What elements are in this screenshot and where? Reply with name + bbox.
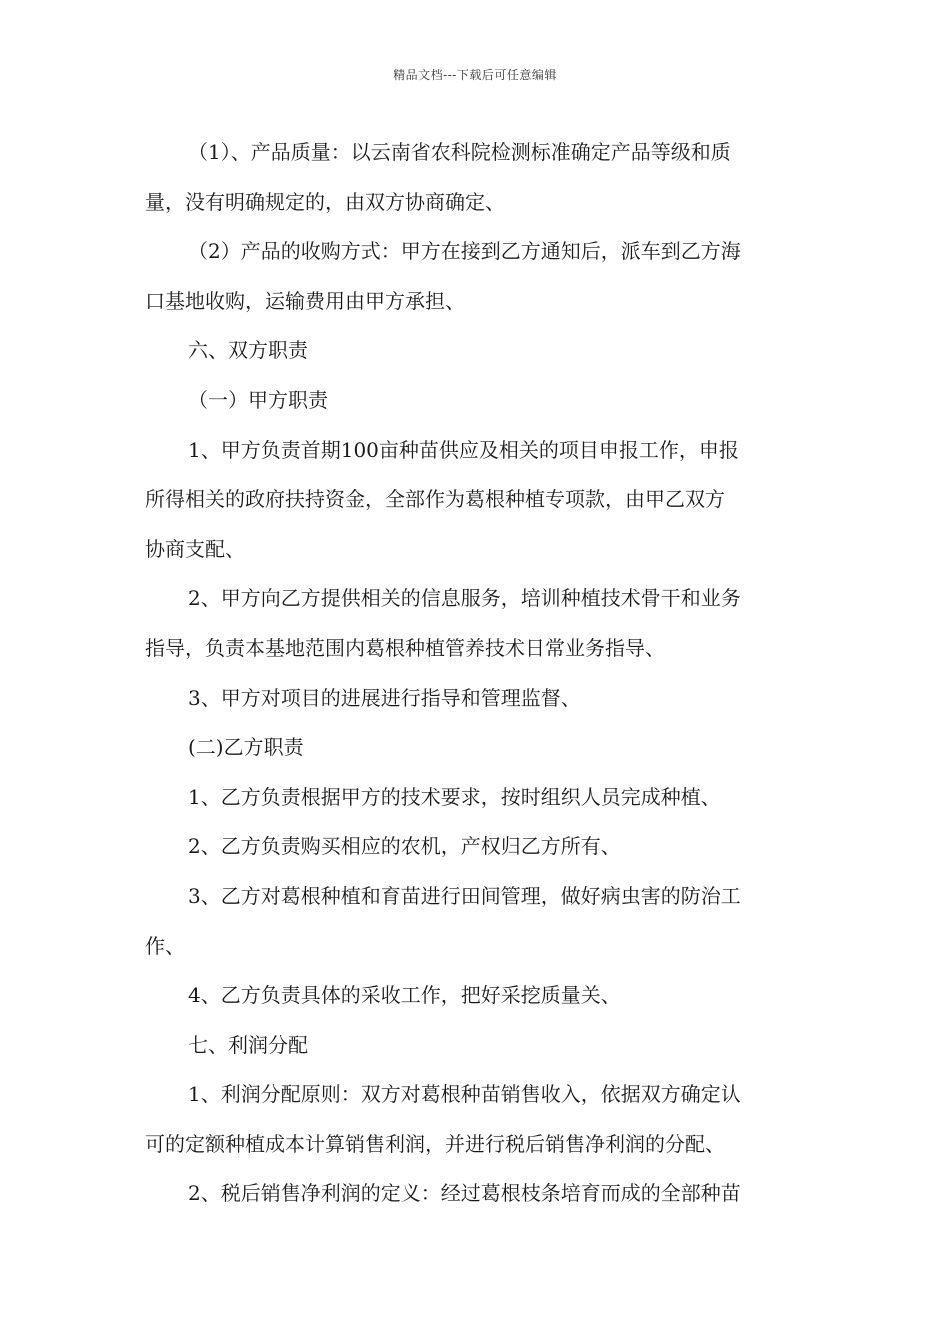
text-line: 2、税后销售净利润的定义：经过葛根枝条培育而成的全部种苗 xyxy=(188,1181,741,1206)
subsection-heading: （一）甲方职责 xyxy=(188,387,328,412)
section-heading: 六、双方职责 xyxy=(188,338,308,363)
page-header: 精品文档---下载后可任意编辑 xyxy=(393,68,557,82)
text-line: 2、乙方负责购买相应的农机，产权归乙方所有、 xyxy=(188,834,621,859)
text-line: 量，没有明确规定的，由双方协商确定、 xyxy=(145,189,505,214)
text-line: （2）产品的收购方式：甲方在接到乙方通知后，派车到乙方海 xyxy=(188,239,741,264)
text-line: 协商支配、 xyxy=(145,536,245,561)
text-line: 作、 xyxy=(145,933,185,958)
text-line: 4、乙方负责具体的采收工作，把好采挖质量关、 xyxy=(188,983,621,1008)
text-line: 所得相关的政府扶持资金，全部作为葛根种植专项款，由甲乙双方 xyxy=(145,487,725,512)
text-line: 1、利润分配原则：双方对葛根种苗销售收入，依据双方确定认 xyxy=(188,1082,741,1107)
text-line: 1、乙方负责根据甲方的技术要求，按时组织人员完成种植、 xyxy=(188,784,721,809)
text-line: 指导，负责本基地范围内葛根种植管养技术日常业务指导、 xyxy=(145,635,665,660)
section-heading: 七、利润分配 xyxy=(188,1032,308,1057)
text-line: 可的定额种植成本计算销售利润，并进行税后销售净利润的分配、 xyxy=(145,1131,725,1156)
subsection-heading: (二)乙方职责 xyxy=(188,735,304,760)
text-line: 3、甲方对项目的进展进行指导和管理监督、 xyxy=(188,685,581,710)
text-line: （1）、产品质量：以云南省农科院检测标准确定产品等级和质 xyxy=(188,140,731,164)
text-line: 1、甲方负责首期100亩种苗供应及相关的项目申报工作，申报 xyxy=(188,437,739,462)
document-body xyxy=(145,128,810,1219)
text-line: 口基地收购，运输费用由甲方承担、 xyxy=(145,288,465,313)
text-line: 3、乙方对葛根种植和育苗进行田间管理，做好病虫害的防治工 xyxy=(188,883,741,908)
text-line: 2、甲方向乙方提供相关的信息服务，培训种植技术骨干和业务 xyxy=(188,586,741,611)
